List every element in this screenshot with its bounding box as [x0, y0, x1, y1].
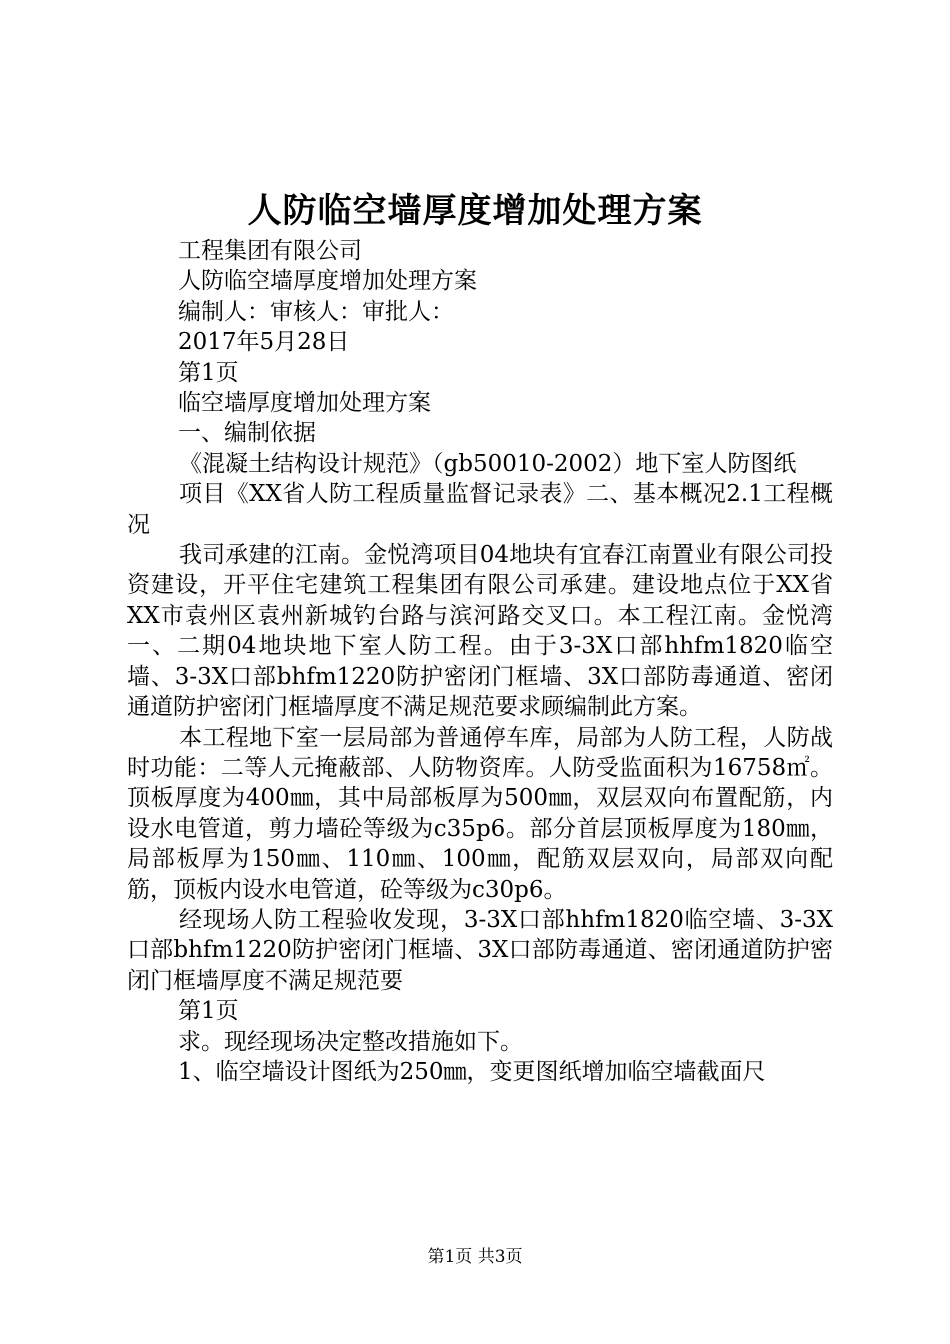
page-marker: 第1页 — [178, 998, 239, 1025]
page-footer: 第1页 共3页 — [427, 1247, 523, 1267]
document-body — [127, 236, 833, 1087]
paragraph-inspection-findings: 经现场人防工程验收发现，3-3X口部hhfm1820临空墙、3-3X口部bhfm1220防护密闭门框墙、3X口部防毒通道、密闭通道防护密闭门框墙厚度不满足规范要 — [127, 906, 833, 994]
paragraph-project-overview: 我司承建的江南。金悦湾项目04地块有宜春江南置业有限公司投资建设，开平住宅建筑工程集团有限公司承建。建设地点位于XX省XX市袁州区袁州新城钓台路与滨河路交叉口。本工程江南。金悦湾一、二期04地块地下室人防工程。由于3-3X口部hhfm1820临空墙、3-3X口部bhfm1220防护密闭门框墙、3X口部防毒通道、密闭通道防护密闭门框墙厚度不满足规范要求顾编制此方案。 — [127, 542, 833, 721]
company-name: 工程集团有限公司 — [178, 238, 362, 264]
page-number-line: 第1页 — [178, 359, 239, 386]
section-heading-basis: 一、编制依据 — [178, 420, 316, 447]
section-title: 临空墙厚度增加处理方案 — [178, 390, 431, 417]
date-line: 2017年5月28日 — [178, 329, 350, 356]
document-title: 人防临空墙厚度增加处理方案 — [247, 191, 703, 231]
paragraph-project-record: 项目《XX省人防工程质量监督记录表》二、基本概况2.1工程概况 — [127, 481, 833, 538]
signatories-line: 编制人：审核人：审批人： — [178, 298, 454, 325]
paragraph-measure-1: 1、临空墙设计图纸为250㎜，变更图纸增加临空墙截面尺 — [178, 1058, 766, 1085]
paragraph-measures: 求。现经现场决定整改措施如下。 — [178, 1028, 523, 1055]
paragraph-basement-details: 本工程地下室一层局部为普通停车库，局部为人防工程，人防战时功能：二等人元掩蔽部、人防物资库。人防受监面积为16758㎡。顶板厚度为400㎜，其中局部板厚为500㎜，双层双向布置配筋，内设水电管道，剪力墙砼等级为c35p6。部分首层顶板厚度为180㎜，局部板厚为150㎜、110㎜、100㎜，配筋双层双向，局部双向配筋，顶板内设水电管道，砼等级为c30p6。 — [127, 724, 833, 903]
plan-name: 人防临空墙厚度增加处理方案 — [178, 268, 477, 295]
paragraph-standards: 《混凝土结构设计规范》（gb50010-2002）地下室人防图纸 — [179, 450, 797, 477]
